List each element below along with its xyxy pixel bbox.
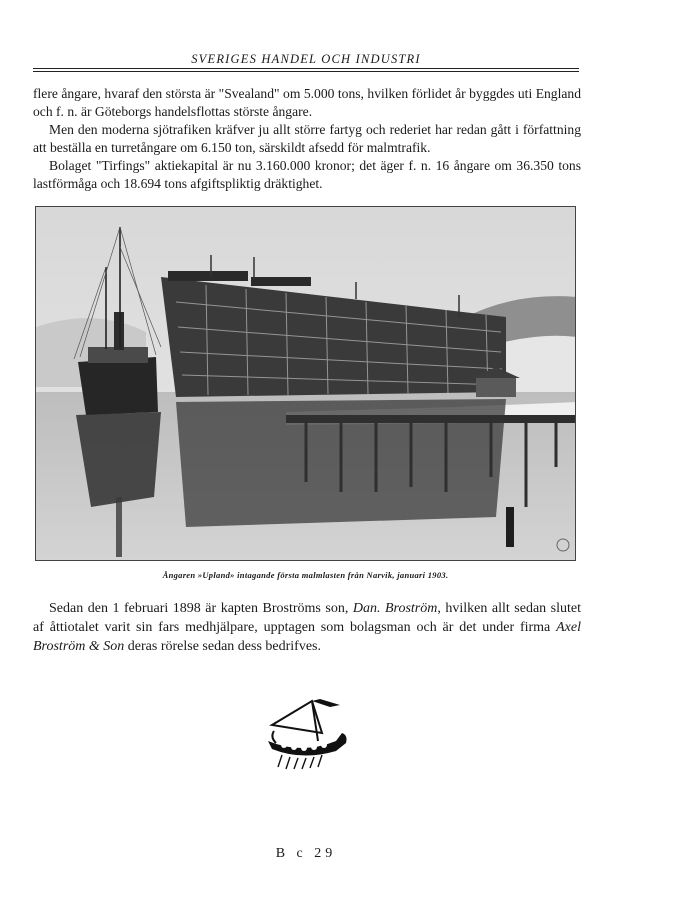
firm-name: Axel Broström & Son bbox=[33, 620, 581, 654]
body-text-top bbox=[33, 85, 581, 193]
figure-caption: Ångaren »Upland» intagande första malmlasten från Narvik, januari 1903. bbox=[162, 570, 449, 580]
paragraph bbox=[33, 599, 581, 656]
body-text-bottom bbox=[33, 599, 581, 656]
paragraph: flere ångare, hvaraf den största är "Svealand" om 5.000 tons, hvilken förlidet år byggdes uti England och f. n. är Göteborgs handelsflottas störste ångare. bbox=[33, 86, 581, 119]
paragraph: Bolaget "Tirfings" aktiekapital är nu 3.160.000 kronor; det äger f. n. 16 ångare om 36.350 tons lastförmåga och 18.694 tons afgiftspliktig dräktighet. bbox=[33, 158, 581, 191]
page-number: B c 29 bbox=[275, 846, 337, 861]
viking-ship-ornament bbox=[262, 697, 352, 771]
text-run: Sedan den 1 februari 1898 är kapten Broströms son, bbox=[49, 601, 353, 616]
text-run: deras rörelse sedan dess bedrifves. bbox=[124, 639, 321, 654]
text-run: , hvilken allt sedan slutet af åttiotalet varit sin fars medhjälpare, upptagen som bolagsman och är det under firma bbox=[33, 601, 581, 635]
header-rule-thin bbox=[33, 71, 579, 72]
running-header: SVERIGES HANDEL OCH INDUSTRI bbox=[191, 52, 421, 66]
header-rule bbox=[33, 68, 579, 69]
person-name: Dan. Broström bbox=[352, 601, 438, 616]
harbour-photograph bbox=[35, 206, 576, 561]
paragraph: Men den moderna sjötrafiken kräfver ju allt större fartyg och rederiet har redan gått i författning att beställa en turretångare om 6.150 ton, särskildt afsedd för malmtrafik. bbox=[33, 122, 581, 155]
